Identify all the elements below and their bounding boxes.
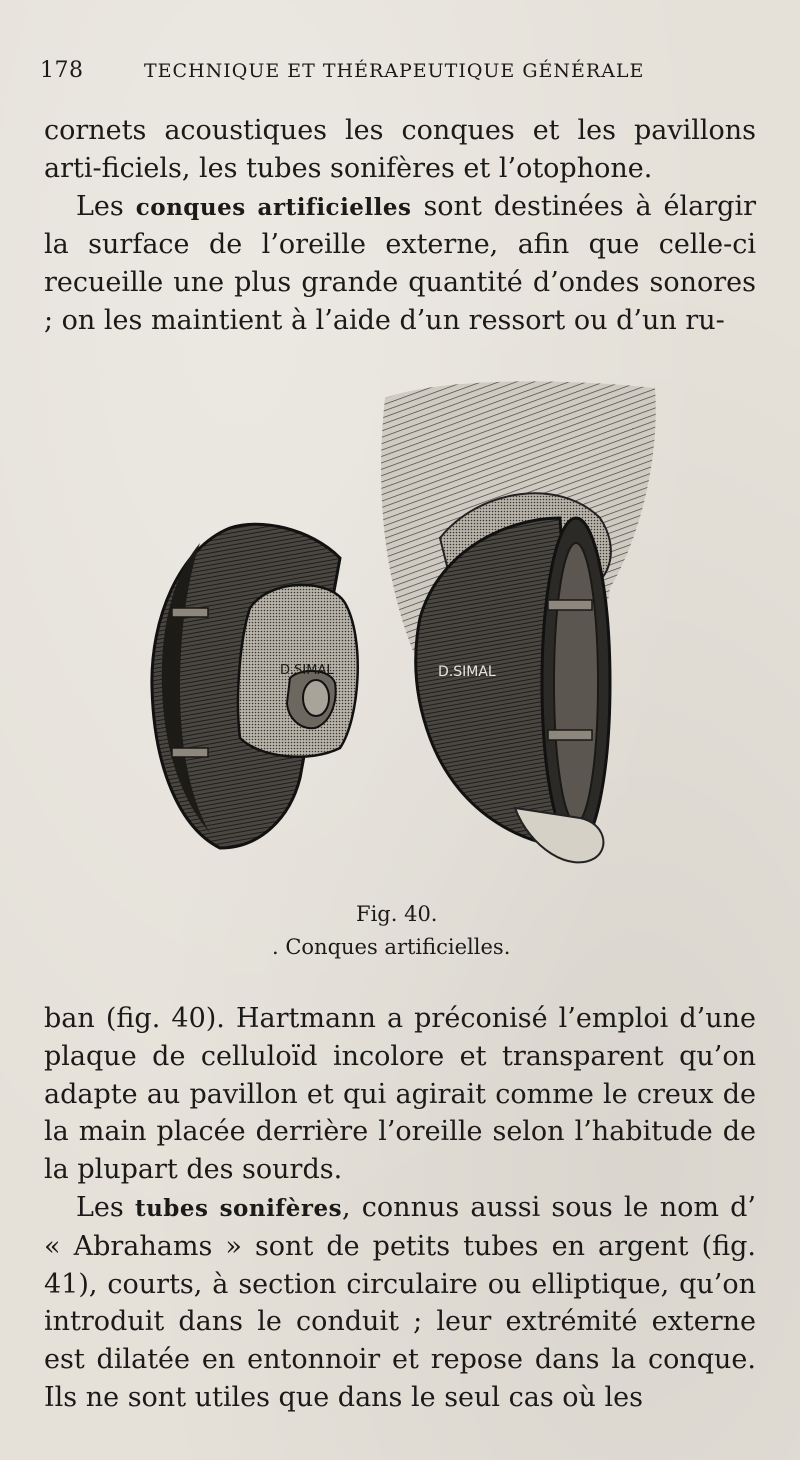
paragraph-tubes-start: Les xyxy=(76,1191,135,1223)
figure-label: Fig. 40. xyxy=(356,902,438,926)
text-block-top xyxy=(44,112,756,340)
right-maker-mark: D.SIMAL xyxy=(438,664,496,680)
artificial-conchs-engraving xyxy=(140,378,680,878)
paragraph-tubes-rest: , connus aussi sous le nom d’ « Abrahams » sont de petits tubes en argent (fig. 41), courts, à section circulaire ou elliptique, qu’on introduit dans le conduit ; leur extrémité externe est dilatée en entonnoir et repose dans la conque. Ils ne sont utiles que dans le seul cas où les xyxy=(44,1191,756,1413)
paragraph-hartmann: ban (fig. 40). Hartmann a préconisé l’emploi d’une plaque de celluloïd incolore et transparent qu’on adapte au pavillon et qui agirait comme le creux de la main placée derrière l’oreille selon l’habitude de la plupart des sourds. xyxy=(44,1003,756,1186)
paragraph-tubes xyxy=(44,1189,756,1417)
page-number: 178 xyxy=(40,58,84,83)
paragraph-conques-rest: sont destinées à élargir la surface de l’oreille externe, afin que celle-ci recueille une plus grande quantité d’ondes sonores ; on les maintient à l’aide d’un ressort ou d’un ru- xyxy=(44,190,756,336)
paragraph-conques xyxy=(44,188,756,340)
running-title: TECHNIQUE ET THÉRAPEUTIQUE GÉNÉRALE xyxy=(144,60,645,82)
left-maker-mark: D.SIMAL xyxy=(280,663,334,678)
page-header xyxy=(40,58,750,88)
text-block-bottom xyxy=(44,1000,756,1417)
term-tubes-soniferes: tubes sonifères xyxy=(134,1194,343,1222)
left-conch xyxy=(152,524,358,848)
figure-illustration xyxy=(140,378,680,878)
paragraph-cornets: cornets acoustiques les conques et les pavillons arti-ficiels, les tubes sonifères et l’otophone. xyxy=(44,115,756,184)
term-conques-artificielles: conques artificielles xyxy=(135,193,412,221)
paragraph-conques-start: Les xyxy=(76,190,136,222)
figure-caption: . Conques artificielles. xyxy=(272,935,511,959)
